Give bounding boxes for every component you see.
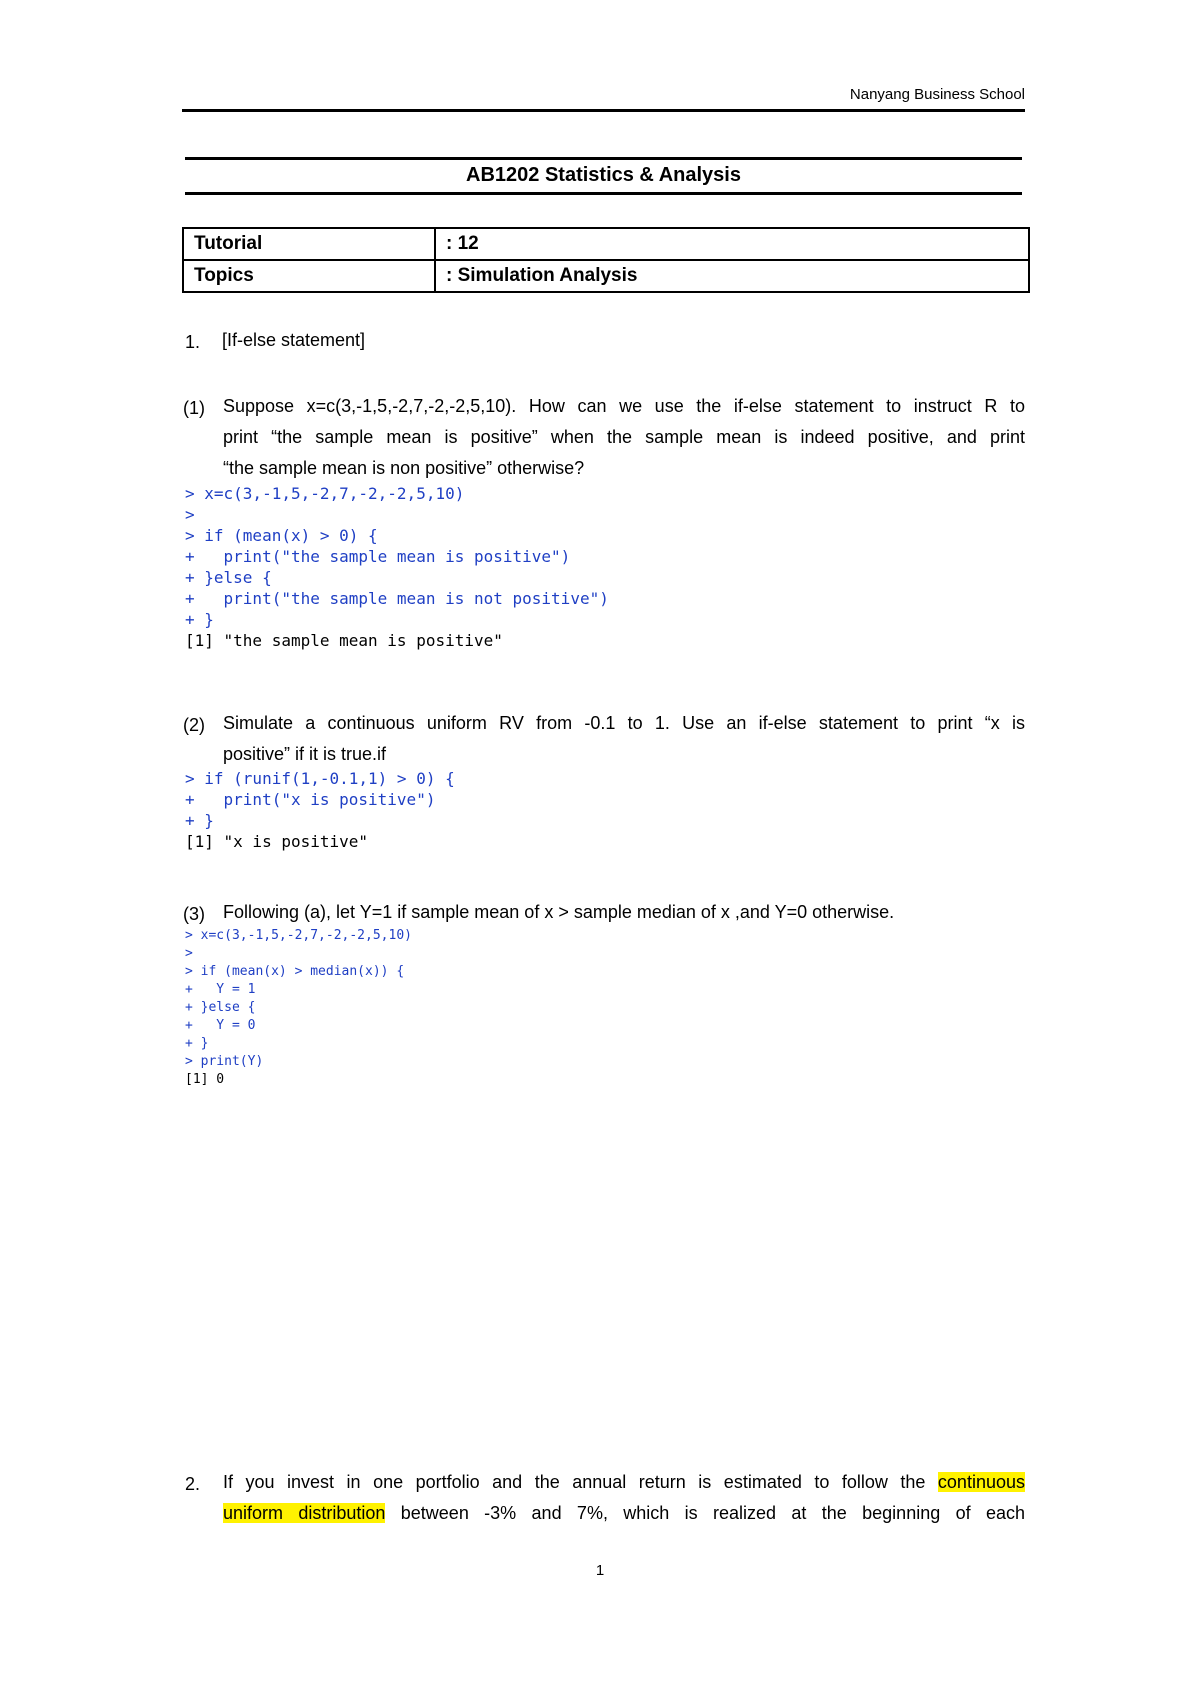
code-line: + }else { [185, 1000, 256, 1015]
code-line: + } [185, 610, 214, 629]
info-row-tutorial [183, 228, 1029, 260]
code-line: + }else { [185, 568, 272, 587]
q2-text-segment: between -3% and 7%, which is realized at the beginning of each [385, 1503, 1025, 1523]
highlighted-text: continuous [937, 1472, 1025, 1492]
info-row-topics [183, 260, 1029, 292]
code-line: > if (mean(x) > 0) { [185, 526, 378, 545]
q1-heading: [If-else statement] [222, 330, 366, 350]
title-rule-top [185, 157, 1022, 160]
page-number: 1 [595, 1562, 605, 1579]
info-label: Tutorial [183, 228, 435, 260]
q1-p1-number: (1) [183, 398, 205, 418]
document-title: AB1202 Statistics & Analysis [466, 164, 741, 186]
q1-p3-number: (3) [183, 904, 205, 924]
info-table [182, 227, 1030, 293]
code-line: + print("x is positive") [185, 790, 436, 809]
code-line: > x=c(3,-1,5,-2,7,-2,-2,5,10) [185, 928, 412, 943]
q1-p1-line: print “the sample mean is positive” when the sample mean is indeed positive, and print [223, 427, 1025, 447]
code-line: > print(Y) [185, 1054, 264, 1069]
q1-p1-line: Suppose x=c(3,-1,5,-2,7,-2,-2,5,10). How can we use the if-else statement to instruct R to [223, 396, 1025, 416]
info-label: Topics [183, 260, 435, 292]
code-output-line: [1] "the sample mean is positive" [185, 631, 503, 650]
code-line: + Y = 1 [185, 982, 256, 997]
info-value: : 12 [435, 228, 1029, 260]
code-line: + print("the sample mean is positive") [185, 547, 571, 566]
title-rule-bottom [185, 192, 1022, 195]
code-line: > x=c(3,-1,5,-2,7,-2,-2,5,10) [185, 484, 465, 503]
code-line: + } [185, 811, 214, 830]
q2-number: 2. [185, 1474, 201, 1494]
q1-p1-line: “the sample mean is non positive” otherwise? [223, 458, 585, 478]
q2-text [223, 1467, 1025, 1529]
q1-p3-text [223, 897, 894, 928]
q1-p2-line: positive” if it is true.if [223, 744, 387, 764]
q2-line-1 [223, 1467, 1025, 1498]
code-line: > if (mean(x) > median(x)) { [185, 964, 405, 979]
info-value: : Simulation Analysis [435, 260, 1029, 292]
q1-p1-code [185, 483, 609, 651]
q1-p1-text [223, 391, 1025, 484]
header-institution: Nanyang Business School [849, 86, 1025, 103]
q1-p2-number: (2) [183, 715, 205, 735]
code-line: > if (runif(1,-0.1,1) > 0) { [185, 769, 455, 788]
code-line: > [185, 946, 193, 961]
q1-p3-line: Following (a), let Y=1 if sample mean of x > sample median of x ,and Y=0 otherwise. [223, 902, 895, 922]
q1-p2-text [223, 708, 1025, 770]
q2-line-2 [223, 1498, 1025, 1529]
code-line: > [185, 505, 195, 524]
q1-p2-line: Simulate a continuous uniform RV from -0.1 to 1. Use an if-else statement to print “x is [223, 713, 1025, 733]
code-output-line: [1] "x is positive" [185, 832, 369, 851]
q1-p2-code [185, 768, 455, 852]
q1-number: 1. [185, 332, 201, 352]
code-line: + } [185, 1036, 209, 1051]
code-line: + print("the sample mean is not positive") [185, 589, 609, 608]
header-rule [182, 109, 1025, 112]
code-output-line: [1] 0 [185, 1072, 225, 1087]
code-line: + Y = 0 [185, 1018, 256, 1033]
q1-p3-code [185, 927, 412, 1089]
highlighted-text: uniform distribution [223, 1503, 386, 1523]
q2-text-segment: If you invest in one portfolio and the annual return is estimated to follow the [223, 1472, 938, 1492]
